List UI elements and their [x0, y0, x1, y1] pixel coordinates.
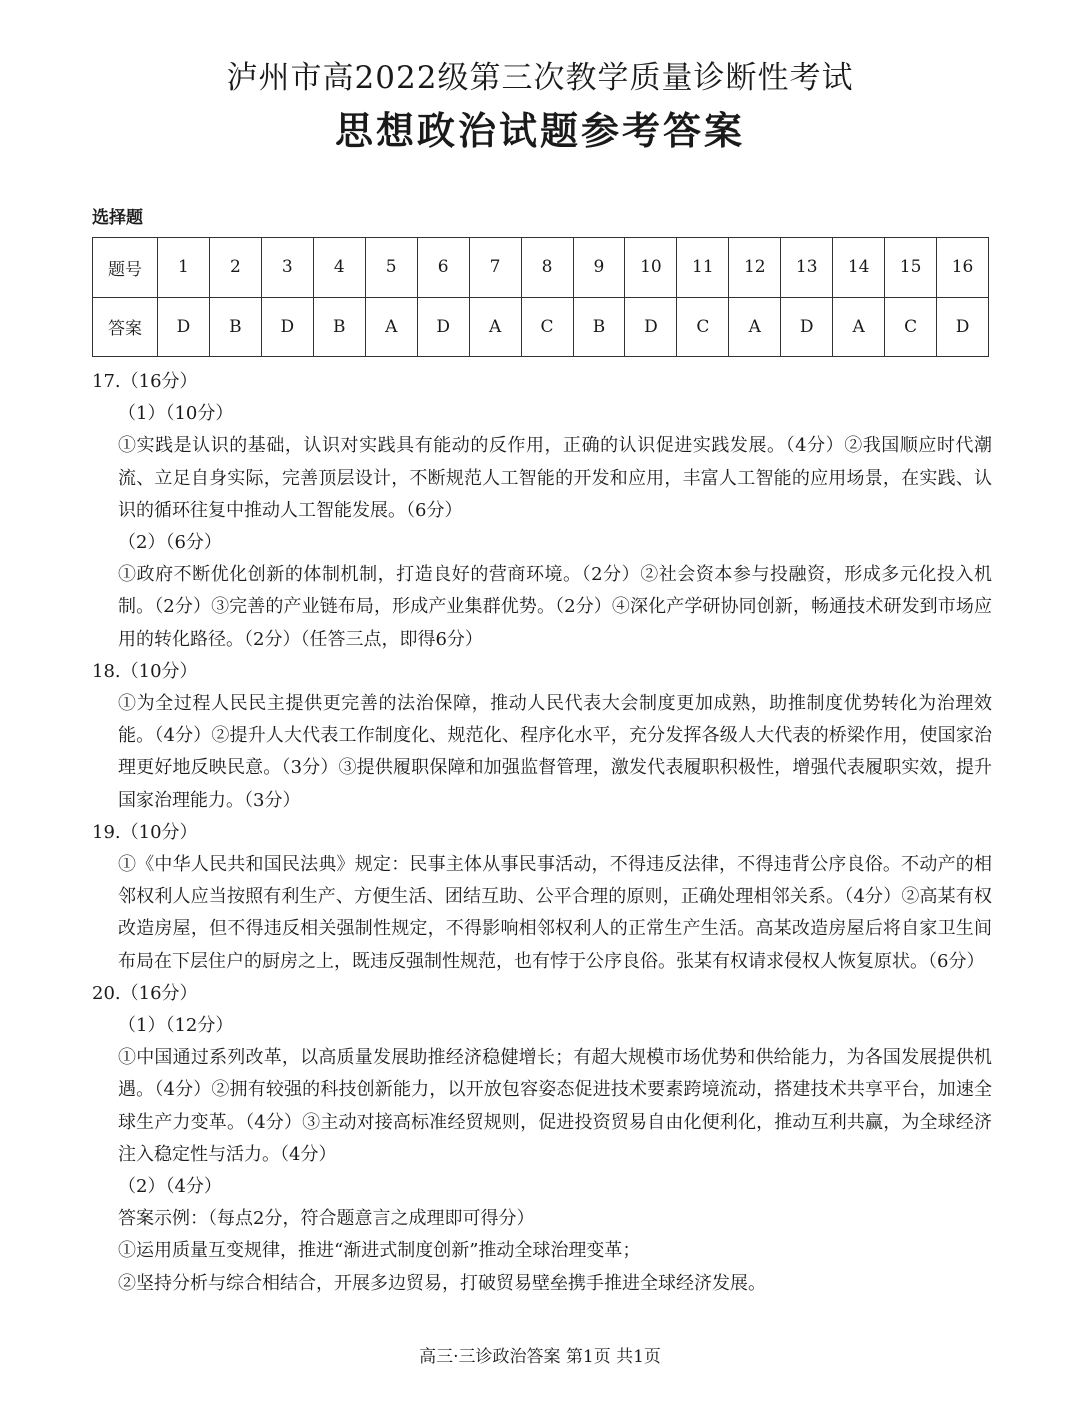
document-subtitle: 思想政治试题参考答案 — [334, 109, 745, 153]
answer-cell: D — [781, 297, 833, 357]
number-cell: 2 — [209, 238, 261, 298]
answer-cell: D — [937, 297, 989, 357]
number-cell: 10 — [625, 238, 677, 298]
question-20-heading: 20.（16分） — [92, 982, 198, 1004]
question-18-heading: 18.（10分） — [92, 660, 198, 682]
row-label-number: 题号 — [93, 238, 158, 298]
row-label-answer: 答案 — [93, 297, 158, 357]
section-label: 选择题 — [92, 208, 143, 228]
answer-cell: A — [365, 297, 417, 357]
answer-cell: D — [417, 297, 469, 357]
number-cell: 13 — [781, 238, 833, 298]
number-cell: 11 — [677, 238, 729, 298]
number-cell: 12 — [729, 238, 781, 298]
number-cell: 14 — [833, 238, 885, 298]
number-cell: 3 — [261, 238, 313, 298]
question-18-answer: ①为全过程人民民主提供更完善的法治保障，推动人民代表大会制度更加成熟，助推制度优势转化为治理效能。（4分）②提升人大代表工作制度化、规范化、程序化水平，充分发挥各级人大代表的桥梁作用，使国家治理更好地反映民意。（3分）③提供履职保障和加强监督管理，激发代表履职积极性，增强代表履职实效，提升国家治理能力。（3分） — [118, 693, 992, 811]
question-20-part1-heading: （1）（12分） — [118, 1015, 234, 1037]
question-number-row — [93, 238, 989, 298]
question-20-part2-note: 答案示例：（每点2分，符合题意言之成理即可得分） — [118, 1208, 535, 1230]
answer-cell: B — [313, 297, 365, 357]
number-cell: 7 — [469, 238, 521, 298]
question-19-heading: 19.（10分） — [92, 821, 198, 843]
answer-cell: D — [625, 297, 677, 357]
question-20-part2-item2: ②坚持分析与综合相结合，开展多边贸易，打破贸易壁垒携手推进全球经济发展。 — [118, 1272, 766, 1294]
number-cell: 6 — [417, 238, 469, 298]
question-20-part1-answer: ①中国通过系列改革，以高质量发展助推经济稳健增长；有超大规模市场优势和供给能力，为各国发展提供机遇。（4分）②拥有较强的科技创新能力，以开放包容姿态促进技术要素跨境流动，搭建技术共享平台，加速全球生产力变革。（4分）③主动对接高标准经贸规则，促进投资贸易自由化便利化，推动互利共赢，为全球经济注入稳定性与活力。（4分） — [118, 1047, 992, 1165]
question-20-part2-heading: （2）（4分） — [118, 1176, 222, 1198]
question-17-part1-heading: （1）（10分） — [118, 403, 234, 425]
number-cell: 5 — [365, 238, 417, 298]
answer-cell: C — [521, 297, 573, 357]
answer-cell: A — [469, 297, 521, 357]
answer-cell: C — [885, 297, 937, 357]
question-20-part2-item1: ①运用质量互变规律，推进“渐进式制度创新”推动全球治理变革； — [118, 1240, 641, 1262]
answer-cell: A — [729, 297, 781, 357]
answer-table — [92, 237, 989, 357]
number-cell: 16 — [937, 238, 989, 298]
answer-cell: A — [833, 297, 885, 357]
answer-cell: D — [158, 297, 210, 357]
number-cell: 15 — [885, 238, 937, 298]
page-footer: 高三·三诊政治答案 第1页 共1页 — [419, 1347, 661, 1367]
number-cell: 1 — [158, 238, 210, 298]
answer-content — [92, 366, 992, 1300]
answer-cell: D — [261, 297, 313, 357]
answer-cell: C — [677, 297, 729, 357]
number-cell: 9 — [573, 238, 625, 298]
question-17-part2-heading: （2）（6分） — [118, 532, 222, 554]
question-17-part2-answer: ①政府不断优化创新的体制机制，打造良好的营商环境。（2分）②社会资本参与投融资，形成多元化投入机制。（2分）③完善的产业链布局，形成产业集群优势。（2分）④深化产学研协同创新，畅通技术研发到市场应用的转化路径。（2分）（任答三点，即得6分） — [118, 564, 992, 650]
document-title: 泸州市高2022级第三次教学质量诊断性考试 — [226, 60, 854, 96]
number-cell: 4 — [313, 238, 365, 298]
answer-cell: B — [209, 297, 261, 357]
question-19-answer: ①《中华人民共和国民法典》规定：民事主体从事民事活动，不得违反法律，不得违背公序良俗。不动产的相邻权利人应当按照有利生产、方便生活、团结互助、公平合理的原则，正确处理相邻关系。（4分）②高某有权改造房屋，但不得违反相关强制性规定，不得影响相邻权利人的正常生产生活。高某改造房屋后将自家卫生间布局在下层住户的厨房之上，既违反强制性规范，也有悖于公序良俗。张某有权请求侵权人恢复原状。（6分） — [118, 854, 992, 972]
answer-row — [93, 297, 989, 357]
number-cell: 8 — [521, 238, 573, 298]
question-17-heading: 17.（16分） — [92, 371, 198, 392]
answer-cell: B — [573, 297, 625, 357]
question-17-part1-answer: ①实践是认识的基础，认识对实践具有能动的反作用，正确的认识促进实践发展。（4分）②我国顺应时代潮流、立足自身实际，完善顶层设计，不断规范人工智能的开发和应用，丰富人工智能的应用场景，在实践、认识的循环往复中推动人工智能发展。（6分） — [118, 435, 992, 521]
